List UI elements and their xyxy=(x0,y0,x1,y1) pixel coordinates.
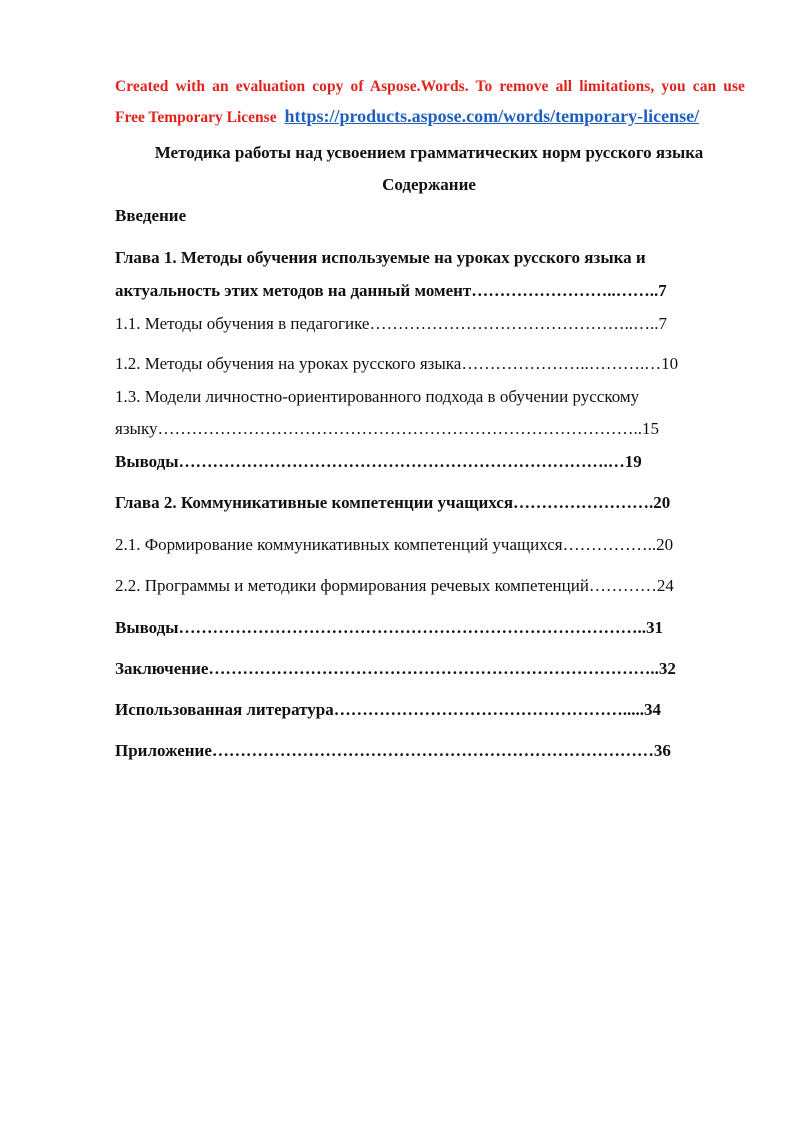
toc-entry-1-3-line-1: 1.3. Модели личностно-ориентированного подхода в обучении русскому xyxy=(115,387,640,406)
toc-entry-conclusion: Заключение……………………………………………………………………..32 xyxy=(115,659,676,678)
toc-entry-chapter-1-line-1: Глава 1. Методы обучения используемые на уроках русского языка и xyxy=(115,248,646,267)
document-title: Методика работы над усвоением грамматических норм русского языка xyxy=(154,143,704,162)
toc-entry-2-1: 2.1. Формирование коммуникативных компетенций учащихся……………..20 xyxy=(115,535,674,554)
toc-entry-1-2: 1.2. Методы обучения на уроках русского языка…………………..……….…10 xyxy=(115,354,679,373)
temporary-license-link[interactable]: https://products.aspose.com/words/temporary-license/ xyxy=(284,106,700,126)
toc-entry-2-2: 2.2. Программы и методики формирования речевых компетенций…………24 xyxy=(115,576,674,595)
evaluation-notice-line-1: Created with an evaluation copy of Aspose.Words. To remove all limitations, you can use xyxy=(115,78,745,95)
toc-entry-conclusions-1: Выводы………………………………………………………………….…19 xyxy=(115,452,642,471)
toc-entry-chapter-2: Глава 2. Коммуникативные компетенции учащихся…………………….20 xyxy=(115,493,671,512)
toc-entry-references: Использованная литература…………………………………………….....34 xyxy=(115,700,661,719)
toc-entry-introduction: Введение xyxy=(115,206,187,225)
toc-entry-appendix: Приложение……………………………………………………………………36 xyxy=(115,741,671,760)
toc-entry-conclusions-2: Выводы………………………………………………………………………..31 xyxy=(115,618,664,637)
evaluation-notice-label: Free Temporary License xyxy=(115,109,277,126)
toc-entry-1-3-line-2: языку…………………………………………………………………………..15 xyxy=(115,419,659,438)
toc-heading: Содержание xyxy=(382,175,476,194)
toc-entry-1-1: 1.1. Методы обучения в педагогике………………………………………..…..7 xyxy=(115,314,667,333)
evaluation-notice-line-2 xyxy=(115,106,745,127)
toc-entry-chapter-1-line-2: актуальность этих методов на данный момент……………………..……..7 xyxy=(115,281,667,300)
